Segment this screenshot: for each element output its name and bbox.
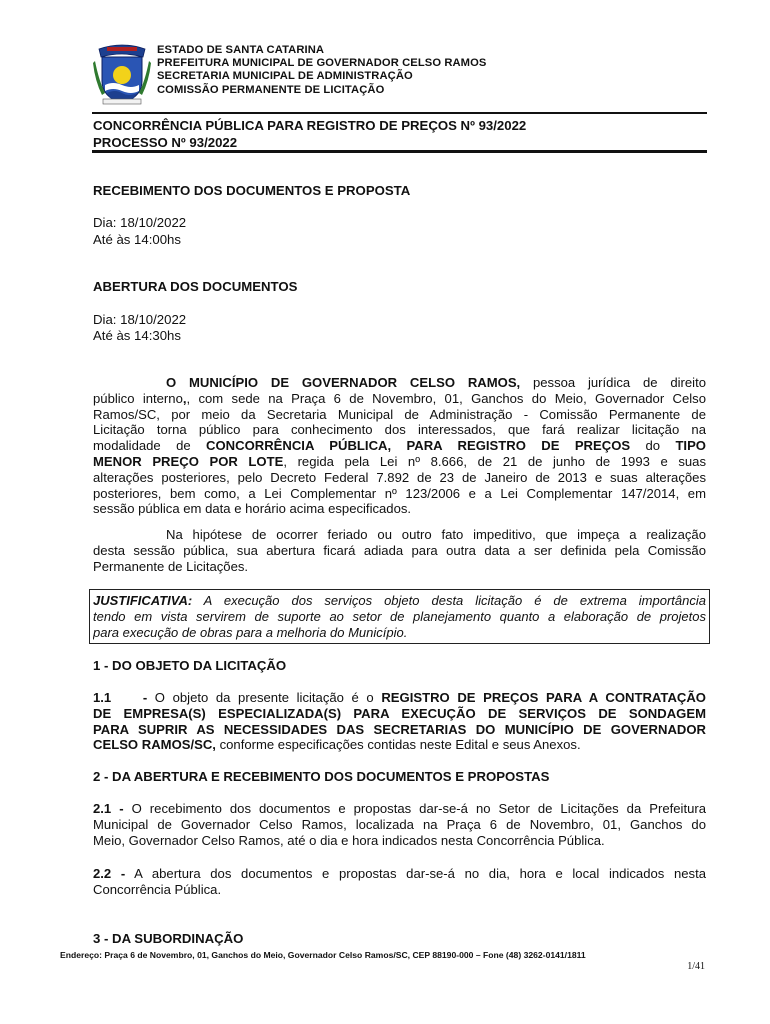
header-prefeitura: PREFEITURA MUNICIPAL DE GOVERNADOR CELSO RAMOS xyxy=(157,57,487,70)
section-2-2-paragraph: 2.2 - A abertura dos documentos e propostas dar-se-á no dia, hora e local indicados nesta Concorrência Pública. xyxy=(93,866,706,897)
title-line-1: CONCORRÊNCIA PÚBLICA PARA REGISTRO DE PREÇOS Nº 93/2022 xyxy=(93,118,527,133)
justificativa-box: JUSTIFICATIVA: A execução dos serviços objeto desta licitação é de extrema importância tendo em vista servirem de suporte ao setor de planejamento quanto a elaboração de projetos para execução de obras para a melhoria do Município. xyxy=(89,589,710,644)
header-comissao: COMISSÃO PERMANENTE DE LICITAÇÃO xyxy=(157,83,385,96)
municipal-coat-of-arms-icon xyxy=(93,41,151,105)
section-3-heading: 3 - DA SUBORDINAÇÃO xyxy=(93,931,244,946)
abertura-dia: Dia: 18/10/2022 xyxy=(93,312,187,327)
title-line-2: PROCESSO Nº 93/2022 xyxy=(93,135,238,150)
justificativa-label: JUSTIFICATIVA: xyxy=(93,593,193,608)
section-2-1-paragraph: 2.1 - O recebimento dos documentos e propostas dar-se-á no Setor de Licitações da Prefeitura Municipal de Governador Celso Ramos, localizada na Praça 6 de Novembro, 01, Ganchos do Meio, Governador Celso Ramos, até o dia e hora indicados nesta Concorrência Pública. xyxy=(93,801,706,848)
hipotese-paragraph: Na hipótese de ocorrer feriado ou outro fato impeditivo, que impeça a realização desta sessão pública, sua abertura ficará adiada para outra data a ser definida pela Comissão Permanente de Licitações. xyxy=(93,527,706,574)
recebimento-heading: RECEBIMENTO DOS DOCUMENTOS E PROPOSTA xyxy=(93,183,411,198)
preamble-paragraph: O MUNICÍPIO DE GOVERNADOR CELSO RAMOS, pessoa jurídica de direito público interno,, com sede na Praça 6 de Novembro, 01, Ganchos do Meio, Governador Celso Ramos/SC, por meio da Secretaria Municipal de Administração - Comissão Permanente de Licitação torna público para conhecimento dos interessados, que fará realizar licitação na modalidade de CONCORRÊNCIA PÚBLICA, PARA REGISTRO DE PREÇOS do TIPO MENOR PREÇO POR LOTE, regida pela Lei nº 8.666, de 21 de junho de 1993 e suas alterações posteriores, pelo Decreto Federal 7.892 de 23 de Janeiro de 2013 e suas alterações posteriores, bem como, a Lei Complementar nº 123/2006 e a Lei Complementar 147/2014, em sessão pública em data e horário acima especificados. xyxy=(93,375,706,517)
municipio-name: O MUNICÍPIO DE GOVERNADOR CELSO RAMOS, xyxy=(166,375,521,390)
recebimento-hora: Até às 14:00hs xyxy=(93,232,181,247)
abertura-heading: ABERTURA DOS DOCUMENTOS xyxy=(93,279,298,294)
abertura-hora: Até às 14:30hs xyxy=(93,328,181,343)
footer-address: Endereço: Praça 6 de Novembro, 01, Ganchos do Meio, Governador Celso Ramos/SC, CEP 88190-000 – Fone (48) 3262-0141/1811 xyxy=(60,950,586,960)
document-header xyxy=(157,44,486,97)
header-divider xyxy=(92,112,707,114)
page-number: 1/41 xyxy=(687,961,705,972)
header-state: ESTADO DE SANTA CATARINA xyxy=(157,44,325,56)
header-secretaria: SECRETARIA MUNICIPAL DE ADMINISTRAÇÃO xyxy=(157,70,413,83)
recebimento-dia: Dia: 18/10/2022 xyxy=(93,215,187,230)
section-1-heading: 1 - DO OBJETO DA LICITAÇÃO xyxy=(93,658,287,673)
section-2-heading: 2 - DA ABERTURA E RECEBIMENTO DOS DOCUMENTOS E PROPOSTAS xyxy=(93,769,550,784)
title-divider xyxy=(92,150,707,153)
section-1-1-paragraph: 1.1 - O objeto da presente licitação é o REGISTRO DE PREÇOS PARA A CONTRATAÇÃO DE EMPRESA(S) ESPECIALIZADA(S) PARA EXECUÇÃO DE SERVIÇOS DE SONDAGEM PARA SUPRIR AS NECESSIDADES DAS SECRETARIAS DO MUNICÍPIO DE GOVERNADOR CELSO RAMOS/SC, conforme especificações contidas neste Edital e seus Anexos. xyxy=(93,690,706,753)
document-title xyxy=(93,117,526,151)
